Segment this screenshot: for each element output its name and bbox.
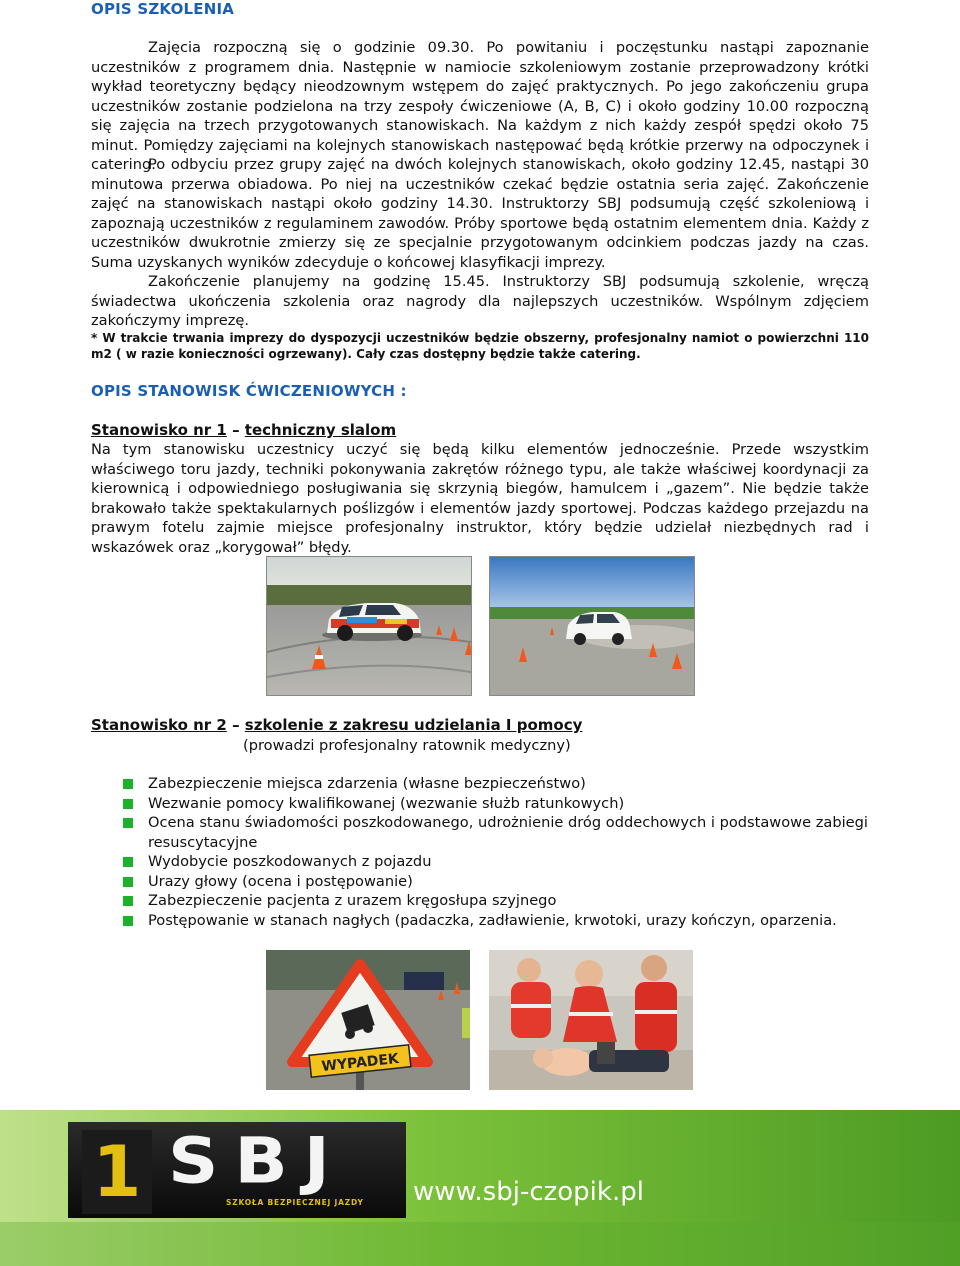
bullet-square-icon — [123, 818, 133, 828]
title-dash: – — [226, 716, 245, 734]
paragraph-schedule-end — [91, 272, 869, 331]
list-item — [123, 852, 883, 872]
paragraph-text: Zajęcia rozpoczną się o godzinie 09.30. Po powitaniu i poczęstunku nastąpi zapoznanie uczestników z programem dnia. Następnie w namiocie szkoleniowym zostanie przeprowadzony krótki wykład teoretyczny będący nieodzownym wstępem do zajęć praktycznych. Po jego zakończeniu grupa uczestników zostanie podzielona na trzy zespoły ćwiczeniowe (A, B, C) i około godziny 10.00 rozpoczną się zajęcia na trzech przygotowanych stanowiskach. Na każdym z nich każdy zespół spędzi około 75 minut. Pomiędzy zajęciami na kolejnych stanowiskach następować będą krótkie przerwy na odpoczynek i catering. — [91, 39, 869, 173]
bullet-square-icon — [123, 779, 133, 789]
list-item — [123, 911, 883, 931]
photo-accident-warning-sign — [266, 950, 470, 1090]
bullet-square-icon — [123, 896, 133, 906]
bullet-square-icon — [123, 877, 133, 887]
bullet-square-icon — [123, 799, 133, 809]
footer-tagline: SZKOŁA BEZPIECZNEJ JAZDY — [226, 1198, 364, 1207]
list-item — [123, 891, 883, 911]
bullet-square-icon — [123, 857, 133, 867]
rally-car-image — [267, 557, 471, 695]
list-item-text: Wydobycie poszkodowanych z pojazdu — [148, 853, 432, 870]
sign-text: WYPADEK — [320, 1050, 400, 1075]
bullet-square-icon — [123, 916, 133, 926]
photo-paramedics-cpr — [489, 950, 693, 1090]
station-2-subtitle: (prowadzi profesjonalny ratownik medyczny) — [243, 737, 571, 754]
station-2-title — [91, 716, 582, 734]
photo-rally-car-slalom — [266, 556, 472, 696]
list-item-text: Postępowanie w stanach nagłych (padaczka, zadławienie, krwotoki, urazy kończyn, oparzenia. — [148, 911, 837, 929]
footer-brand-logo: SBJ — [168, 1124, 346, 1198]
station-1-description: Na tym stanowisku uczestnicy uczyć się będą kilku elementów jednocześnie. Przede wszystkim właściwego toru jazdy, techniki pokonywania zakrętów różnego typu, ale także właściwej koordynacji za kierownicą i odpowiedniego posługiwania się skrzynią biegów, hamulcem i „gazem”. Nie będzie także brakowało także spektakularnych poślizgów i elementów jazdy sportowej. Podczas każdego przejazdu na prawym fotelu zajmie miejsce profesjonalny instruktor, który będzie udzielał niezbędnych rad i wskazówek oraz „korygował” błędy. — [91, 441, 869, 556]
list-item — [123, 774, 883, 794]
station-1-number: Stanowisko nr 1 — [91, 421, 227, 439]
station-1-title — [91, 421, 396, 439]
footer-number-badge: 1 — [82, 1130, 152, 1214]
list-item-text: Ocena stanu świadomości poszkodowanego, udrożnienie dróg oddechowych i podstawowe zabiegi resuscytacyjne — [148, 814, 868, 851]
footer-website-link[interactable]: www.sbj-czopik.pl — [413, 1177, 644, 1207]
section-heading-stanowiska: OPIS STANOWISK ĆWICZENIOWYCH : — [91, 382, 407, 400]
paragraph-text: Po odbyciu przez grupy zajęć na dwóch kolejnych stanowiskach, około godziny 12.45, nastąpi 30 minutowa przerwa obiadowa. Po niej na uczestników czekać będzie ostatnia seria zajęć. Zakończenie zajęć na stanowiskach nastąpi około godziny 14.30. Instruktorzy SBJ podsumują część szkoleniową i zapoznają uczestników z regulaminem zawodów. Próby sportowe będą ostatnim elementem dnia. Każdy z uczestników dwukrotnie zmierzy się ze specjalnie przygotowanym odcinkiem podczas jazdy na czas. Suma uzyskanych wyników zdecyduje o końcowej klasyfikacji imprezy. — [91, 156, 869, 271]
paragraph-text: Zakończenie planujemy na godzinę 15.45. Instruktorzy SBJ podsumują szkolenie, wręczą świadectwa ukończenia szkolenia oraz nagrody dla najlepszych uczestników. Wspólnym zdjęciem zakończymy imprezę. — [91, 273, 869, 329]
list-item-text: Urazy głowy (ocena i postępowanie) — [148, 872, 413, 890]
list-item — [123, 794, 883, 814]
list-item — [123, 813, 883, 852]
list-item-text: Zabezpieczenie miejsca zdarzenia (własne bezpieczeństwo) — [148, 775, 586, 792]
footer-banner — [0, 1110, 960, 1266]
white-car-image — [490, 557, 694, 695]
station-1-name: techniczny slalom — [244, 421, 397, 439]
list-item-text: Wezwanie pomocy kwalifikowanej (wezwanie służb ratunkowych) — [148, 794, 625, 812]
photo-white-car-drift — [489, 556, 695, 696]
first-aid-topics-list — [123, 774, 883, 930]
section-heading-opis-szkolenia: OPIS SZKOLENIA — [91, 0, 235, 18]
title-dash: – — [226, 421, 245, 439]
station-2-name: szkolenie z zakresu udzielania I pomocy — [244, 716, 583, 734]
list-item-text: Zabezpieczenie pacjenta z urazem kręgosłupa szyjnego — [148, 892, 557, 909]
paragraph-schedule-afternoon — [91, 155, 869, 272]
station-2-number: Stanowisko nr 2 — [91, 716, 227, 734]
list-item — [123, 872, 883, 892]
paramedics-image — [489, 950, 693, 1090]
tent-note: * W trakcie trwania imprezy do dyspozycji uczestników będzie obszerny, profesjonalny namiot o powierzchni 110 m2 ( w razie konieczności ogrzewany). Cały czas dostępny będzie także catering. — [91, 331, 869, 361]
warning-sign-image — [266, 950, 470, 1090]
